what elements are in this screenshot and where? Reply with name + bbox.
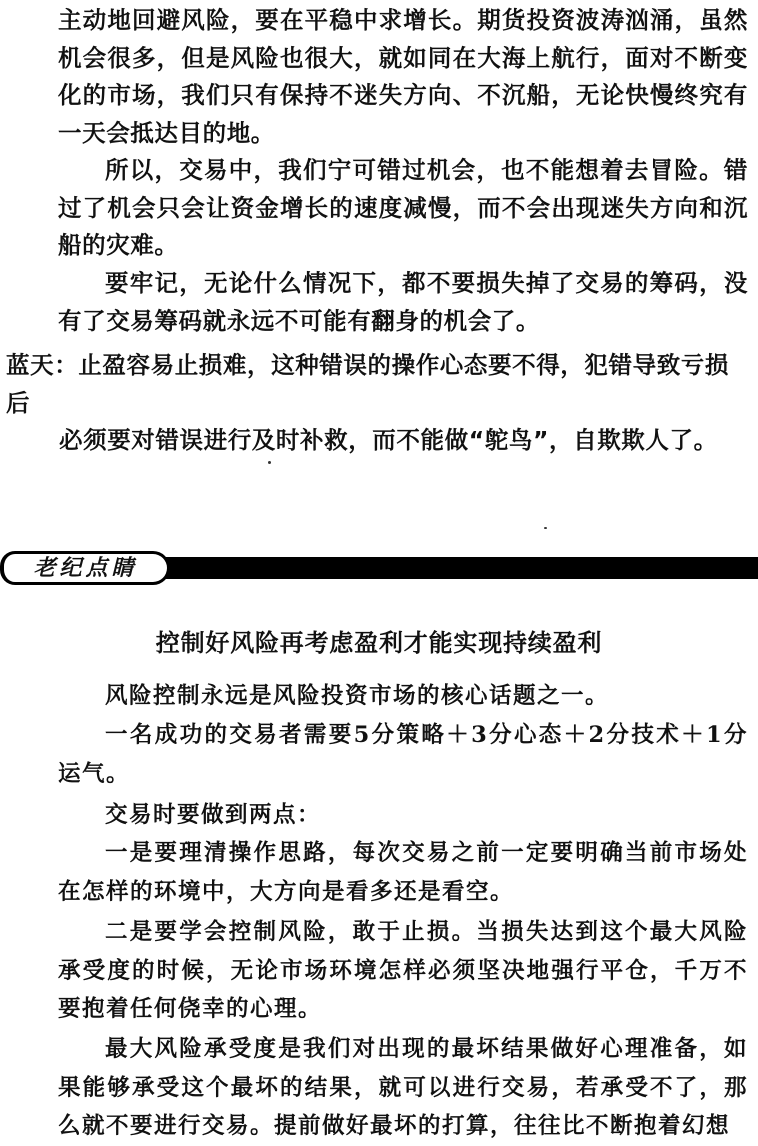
paragraph-success-formula: 一名成功的交易者需要5分策略＋3分心态＋2分技术＋1分运气。	[58, 722, 748, 787]
paragraph-risk-avoidance: 主动地回避风险，要在平稳中求增长。期货投资波涛汹涌，虽然机会很多，但是风险也很大，就如同在大海上航行，面对不断变化的市场，我们只有保持不迷失方向、不沉船，无论快慢终究有一天会抵达目的地。	[58, 6, 748, 147]
scan-speck	[268, 461, 271, 464]
speaker-line-2: 必须要对错误进行及时补救，而不能做“鸵鸟”，自欺欺人了。	[59, 426, 718, 454]
paragraph-point-two: 二是要学会控制风险，敢于止损。当损失达到这个最大风险承受度的时候，无论市场环境怎样必须坚决地强行平仓，千万不要抱着任何侥幸的心理。	[58, 919, 748, 1022]
paragraph-max-risk: 最大风险承受度是我们对出现的最坏结果做好心理准备，如果能够承受这个最坏的结果，就可以进行交易，若承受不了，那么就不要进行交易。提前做好最坏的打算，往往比不断抱着幻想	[58, 1036, 748, 1139]
speaker-comment	[6, 347, 751, 460]
paragraph-miss-opportunity: 所以，交易中，我们宁可错过机会，也不能想着去冒险。错过了机会只会让资金增长的速度减慢，而不会出现迷失方向和沉船的灾难。	[58, 156, 748, 259]
banner-label: 老纪点睛	[0, 551, 170, 585]
speaker-name: 蓝天：	[6, 351, 79, 379]
paragraph-two-points: 交易时要做到两点：	[105, 802, 322, 828]
banner-bar	[160, 557, 758, 579]
speaker-line-1: 止盈容易止损难，这种错误的操作心态要不得，犯错导致亏损后	[6, 351, 730, 417]
section-banner	[0, 551, 758, 585]
scan-speck	[544, 527, 547, 529]
section-heading: 控制好风险再考虑盈利才能实现持续盈利	[155, 629, 603, 657]
paragraph-point-one: 一是要理清操作思路，每次交易之前一定要明确当前市场处在怎样的环境中，大方向是看多还是看空。	[58, 840, 748, 905]
paragraph-risk-control-topic: 风险控制永远是风险投资市场的核心话题之一。	[105, 683, 610, 709]
paragraph-keep-chips: 要牢记，无论什么情况下，都不要损失掉了交易的筹码，没有了交易筹码就永远不可能有翻身的机会了。	[58, 269, 748, 335]
